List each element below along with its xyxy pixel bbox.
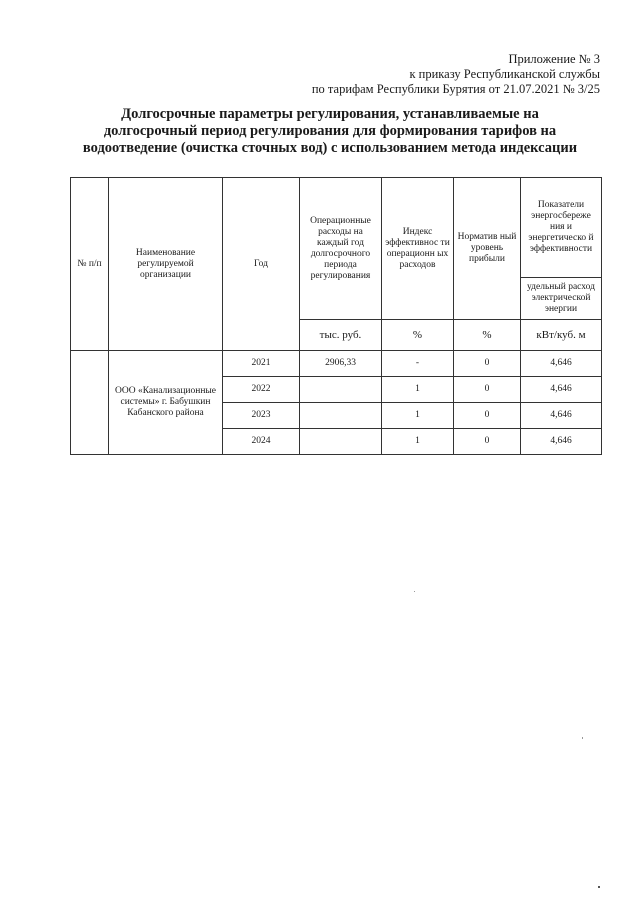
appendix-line-2: к приказу Республиканской службы	[409, 67, 600, 81]
cell-opex: 2906,33	[300, 351, 382, 377]
cell-index: 1	[382, 377, 454, 403]
title-line-1: Долгосрочные параметры регулирования, устанавливаемые на	[121, 106, 539, 122]
organization-name: ООО «Канализационные системы» г. Бабушкин Кабанского района	[109, 351, 223, 455]
header-year: Год	[223, 178, 300, 351]
cell-energy: 4,646	[521, 429, 602, 455]
document-title	[40, 106, 620, 157]
title-line-2: долгосрочный период регулирования для формирования тарифов на	[103, 123, 557, 139]
header-num: № п/п	[71, 178, 109, 351]
cell-profit: 0	[454, 403, 521, 429]
appendix-line-1: Приложение № 3	[508, 52, 600, 66]
cell-num	[71, 351, 109, 455]
scan-speck	[598, 886, 600, 888]
cell-year: 2022	[223, 377, 300, 403]
header-index: Индекс эффективнос ти операционн ых расходов	[382, 178, 454, 320]
scan-speck	[414, 591, 415, 592]
cell-opex	[300, 403, 382, 429]
cell-year: 2021	[223, 351, 300, 377]
cell-profit: 0	[454, 377, 521, 403]
header-opex: Операционные расходы на каждый год долгосрочного периода регулирования	[300, 178, 382, 320]
cell-index: -	[382, 351, 454, 377]
cell-energy: 4,646	[521, 403, 602, 429]
unit-opex: тыс. руб.	[300, 320, 382, 351]
cell-profit: 0	[454, 429, 521, 455]
header-org: Наименование регулируемой организации	[109, 178, 223, 351]
cell-year: 2024	[223, 429, 300, 455]
scan-speck	[582, 737, 583, 739]
unit-index: %	[382, 320, 454, 351]
cell-opex	[300, 377, 382, 403]
title-line-3: водоотведение (очистка сточных вод) с использованием метода индексации	[82, 140, 578, 156]
cell-profit: 0	[454, 351, 521, 377]
cell-index: 1	[382, 429, 454, 455]
header-energy-group: Показатели энергосбереже ния и энергетическо й эффективности	[521, 178, 602, 278]
unit-profit: %	[454, 320, 521, 351]
appendix-block	[312, 52, 600, 97]
cell-opex	[300, 429, 382, 455]
unit-energy: кВт/куб. м	[521, 320, 602, 351]
cell-index: 1	[382, 403, 454, 429]
header-profit: Норматив ный уровень прибыли	[454, 178, 521, 320]
parameters-table	[70, 177, 602, 455]
table-row	[71, 351, 602, 377]
cell-energy: 4,646	[521, 351, 602, 377]
cell-year: 2023	[223, 403, 300, 429]
appendix-line-3: по тарифам Республики Бурятия от 21.07.2021 № 3/25	[311, 82, 600, 96]
header-energy: удельный расход электрической энергии	[521, 278, 602, 320]
cell-energy: 4,646	[521, 377, 602, 403]
